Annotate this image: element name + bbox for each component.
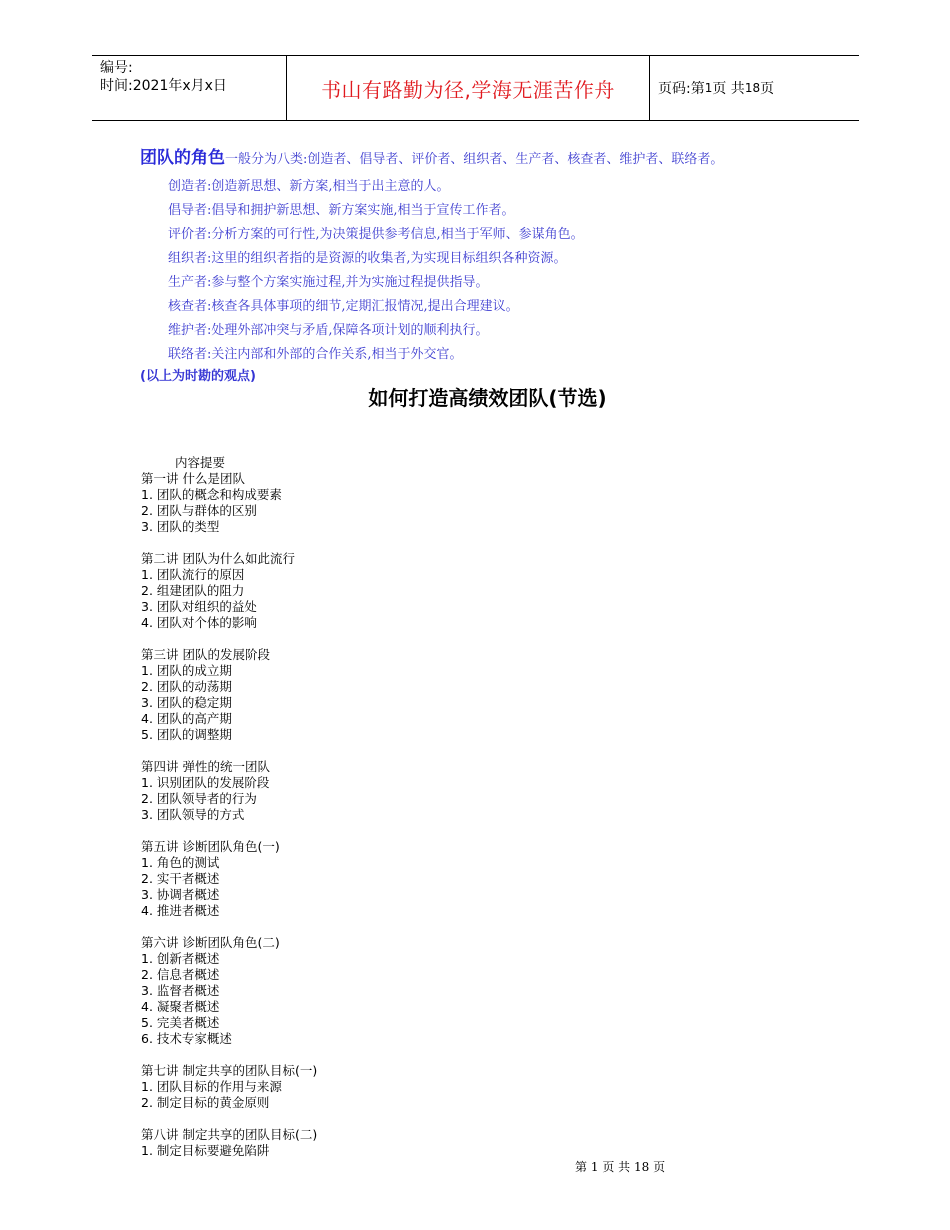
toc-chapter-spacer <box>141 919 317 935</box>
footer-page-total: 18 <box>633 1160 650 1174</box>
toc-chapter-spacer <box>141 535 317 551</box>
toc-item: 5. 完美者概述 <box>141 1015 220 1030</box>
toc-item: 4. 凝聚者概述 <box>141 999 220 1014</box>
header-motto: 书山有路勤为径,学海无涯苦作舟 <box>321 77 615 102</box>
toc-item: 1. 制定目标要避免陷阱 <box>141 1143 270 1158</box>
role-item: 组织者:这里的组织者指的是资源的收集者,为实现目标组织各种资源。 <box>168 251 567 266</box>
toc-item: 1. 团队的成立期 <box>141 663 232 678</box>
toc-item: 2. 实干者概述 <box>141 871 220 886</box>
header-divider <box>649 56 650 120</box>
toc-chapter-title: 第一讲 什么是团队 <box>141 471 245 486</box>
toc-chapter-title: 第八讲 制定共享的团队目标(二) <box>141 1127 318 1142</box>
toc-chapter-title: 第五讲 诊断团队角色(一) <box>141 839 280 854</box>
document-id-label: 编号: <box>100 60 133 76</box>
role-item: 评价者:分析方案的可行性,为决策提供参考信息,相当于军师、参谋角色。 <box>168 227 584 242</box>
header-page-total: 18 <box>744 81 761 95</box>
toc-item: 1. 团队的概念和构成要素 <box>141 487 282 502</box>
toc-chapter-title: 第三讲 团队的发展阶段 <box>141 647 270 662</box>
toc-chapter-spacer <box>141 823 317 839</box>
toc-item: 4. 团队对个体的影响 <box>141 615 257 630</box>
toc-chapter-spacer <box>141 1111 317 1127</box>
toc-item: 3. 团队的类型 <box>141 519 220 534</box>
toc-item: 4. 团队的高产期 <box>141 711 232 726</box>
toc-item: 2. 制定目标的黄金原则 <box>141 1095 270 1110</box>
toc-item: 3. 团队对组织的益处 <box>141 599 257 614</box>
role-item: 倡导者:倡导和拥护新思想、新方案实施,相当于宣传工作者。 <box>168 203 515 218</box>
toc-item: 1. 识别团队的发展阶段 <box>141 775 270 790</box>
toc-item: 1. 团队目标的作用与来源 <box>141 1079 282 1094</box>
toc-item: 3. 监督者概述 <box>141 983 220 998</box>
toc-item: 1. 团队流行的原因 <box>141 567 245 582</box>
roles-intro <box>140 143 723 168</box>
toc-chapter-title: 第六讲 诊断团队角色(二) <box>141 935 280 950</box>
toc-item: 2. 团队的动荡期 <box>141 679 232 694</box>
toc-item: 1. 角色的测试 <box>141 855 220 870</box>
role-item: 联络者:关注内部和外部的合作关系,相当于外交官。 <box>168 347 463 362</box>
toc-chapter-spacer <box>141 631 317 647</box>
toc-chapter-spacer <box>141 1047 317 1063</box>
toc-chapter-title: 第四讲 弹性的统一团队 <box>141 759 270 774</box>
toc-item: 6. 技术专家概述 <box>141 1031 232 1046</box>
toc-chapter-title: 第二讲 团队为什么如此流行 <box>141 551 295 566</box>
toc-item: 1. 创新者概述 <box>141 951 220 966</box>
header-page-indicator: 页码:第 1 页 共 18 页 <box>658 81 775 97</box>
table-of-contents <box>141 455 317 1159</box>
role-item: 创造者:创造新思想、新方案,相当于出主意的人。 <box>168 179 450 194</box>
role-item: 维护者:处理外部冲突与矛盾,保障各项计划的顺利执行。 <box>168 323 489 338</box>
toc-item: 2. 团队领导者的行为 <box>141 791 257 806</box>
document-time: 时间:2021年x月x日 <box>100 78 227 94</box>
toc-chapter-title: 第七讲 制定共享的团队目标(一) <box>141 1063 318 1078</box>
toc-chapter-spacer <box>141 743 317 759</box>
toc-item: 2. 信息者概述 <box>141 967 220 982</box>
toc-item: 3. 团队领导的方式 <box>141 807 245 822</box>
header-page-number: 1 <box>704 81 713 95</box>
page-header <box>92 55 859 121</box>
role-item: 核查者:核查各具体事项的细节,定期汇报情况,提出合理建议。 <box>168 299 519 314</box>
document-title: 如何打造高绩效团队(节选) <box>368 386 607 410</box>
toc-item: 4. 推进者概述 <box>141 903 220 918</box>
roles-source-note: (以上为时勘的观点) <box>140 369 256 384</box>
role-item: 生产者:参与整个方案实施过程,并为实施过程提供指导。 <box>168 275 489 290</box>
page-footer: 第 1 页 共 18 页 <box>575 1160 666 1174</box>
toc-item: 2. 组建团队的阻力 <box>141 583 245 598</box>
toc-item: 2. 团队与群体的区别 <box>141 503 257 518</box>
toc-item: 3. 协调者概述 <box>141 887 220 902</box>
roles-heading: 团队的角色 <box>140 148 225 168</box>
header-meta <box>100 59 290 95</box>
toc-summary-heading: 内容提要 <box>175 455 226 470</box>
toc-item: 3. 团队的稳定期 <box>141 695 232 710</box>
footer-page-number: 1 <box>590 1160 599 1174</box>
toc-item: 5. 团队的调整期 <box>141 727 232 742</box>
roles-intro-text: 一般分为八类:创造者、倡导者、评价者、组织者、生产者、核查者、维护者、联络者。 <box>225 152 724 167</box>
